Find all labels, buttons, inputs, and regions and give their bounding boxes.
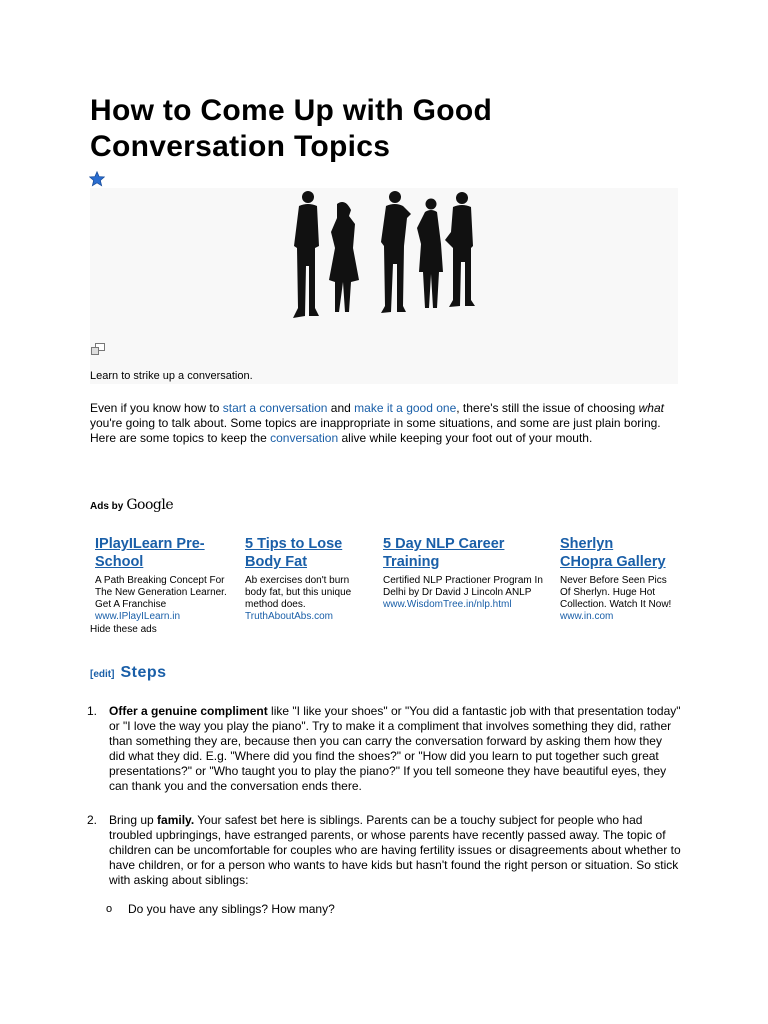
intro-text: , there's still the issue of choosing <box>456 401 639 415</box>
ad-url[interactable]: www.WisdomTree.in/nlp.html <box>383 599 512 610</box>
edit-link[interactable]: [edit] <box>90 669 115 680</box>
hide-ads-link[interactable]: Hide these ads <box>90 624 157 635</box>
ad-url[interactable]: www.IPlayILearn.in <box>95 611 181 622</box>
step-text <box>109 813 681 888</box>
intro-text: Even if you know how to <box>90 401 223 415</box>
ad-description: A Path Breaking Concept For The New Generation Learner. Get A Franchise <box>95 575 227 610</box>
step-text <box>109 704 681 794</box>
ads-by-google-label[interactable] <box>90 497 173 513</box>
intro-text: alive while keeping your foot out of your mouth. <box>338 431 593 445</box>
ad-description: Certified NLP Practioner Program In Delhi by Dr David J Lincoln ANLP <box>383 575 543 598</box>
intro-emphasis: what <box>638 401 664 415</box>
sub-list-item: Do you have any siblings? How many? <box>128 902 335 916</box>
step-number: 2. <box>87 813 98 827</box>
article-image-frame <box>90 188 678 384</box>
intro-text: you're going to talk about. Some topics are inappropriate in some situations, and some are just plain boring. Here are some topics to keep the <box>90 416 661 445</box>
ad-item[interactable] <box>95 535 235 623</box>
star-icon[interactable] <box>89 171 105 187</box>
conversation-link[interactable]: conversation <box>270 431 339 445</box>
start-conversation-link[interactable]: start a conversation <box>222 401 328 415</box>
step-bold-lead: Offer a genuine compliment <box>109 704 268 718</box>
step-bold-lead: family. <box>157 813 195 827</box>
ads-by-text: Ads by <box>90 501 124 512</box>
intro-text: and <box>327 401 355 415</box>
step-body-text: like "I like your shoes" or "You did a fantastic job with that presentation today" or "I love the way you play the piano". Try to make it a compliment that involves something they did, rather than something they are, because then you can carry the conversation forward by asking them how they did what they did. E.g. "Where did you find the shoes?" or "How did you learn to put together such great presentations?" or "Who taught you to play the piano?" If you tell someone they have beautiful eyes, they can thank you and the conversation ends there. <box>109 704 681 793</box>
people-silhouette-image <box>285 188 485 343</box>
ad-title[interactable]: 5 Tips to Lose Body Fat <box>245 536 343 570</box>
make-it-good-link[interactable]: make it a good one <box>354 401 457 415</box>
sub-bullet-marker: o <box>106 903 113 915</box>
image-caption: Learn to strike up a conversation. <box>90 370 253 382</box>
ad-item[interactable] <box>560 535 678 623</box>
steps-title: Steps <box>120 664 167 681</box>
step-pre-text: Bring up <box>109 813 158 827</box>
ad-title[interactable]: IPlayILearn Pre- School <box>95 536 205 570</box>
ad-item[interactable] <box>383 535 548 611</box>
enlarge-icon[interactable] <box>91 343 105 355</box>
ad-title[interactable]: Sherlyn CHopra Gallery <box>560 536 666 570</box>
step-body-text: Your safest bet here is siblings. Parents can be a touchy subject for people who had troubled upbringings, have estranged parents, or whose parents have recently passed away. The topic of children can be uncomfortable for couples who are having fertility issues or disagreements about whether to have children, or for a person who wants to have kids but hasn't found the right person or situation. So stick with asking about siblings: <box>109 813 681 887</box>
google-logo: Google <box>126 497 174 513</box>
ad-description: Never Before Seen Pics Of Sherlyn. Huge Hot Collection. Watch It Now! <box>560 575 672 610</box>
steps-heading <box>90 664 167 682</box>
ad-item[interactable] <box>245 535 360 623</box>
page-title: How to Come Up with Good Conversation Topics <box>90 94 493 163</box>
ad-description: Ab exercises don't burn body fat, but this unique method does. <box>245 575 352 610</box>
step-number: 1. <box>87 704 98 718</box>
intro-paragraph <box>90 401 680 446</box>
ad-url[interactable]: www.in.com <box>560 611 614 622</box>
ad-title[interactable]: 5 Day NLP Career Training <box>383 536 505 570</box>
ad-url[interactable]: TruthAboutAbs.com <box>245 611 334 622</box>
